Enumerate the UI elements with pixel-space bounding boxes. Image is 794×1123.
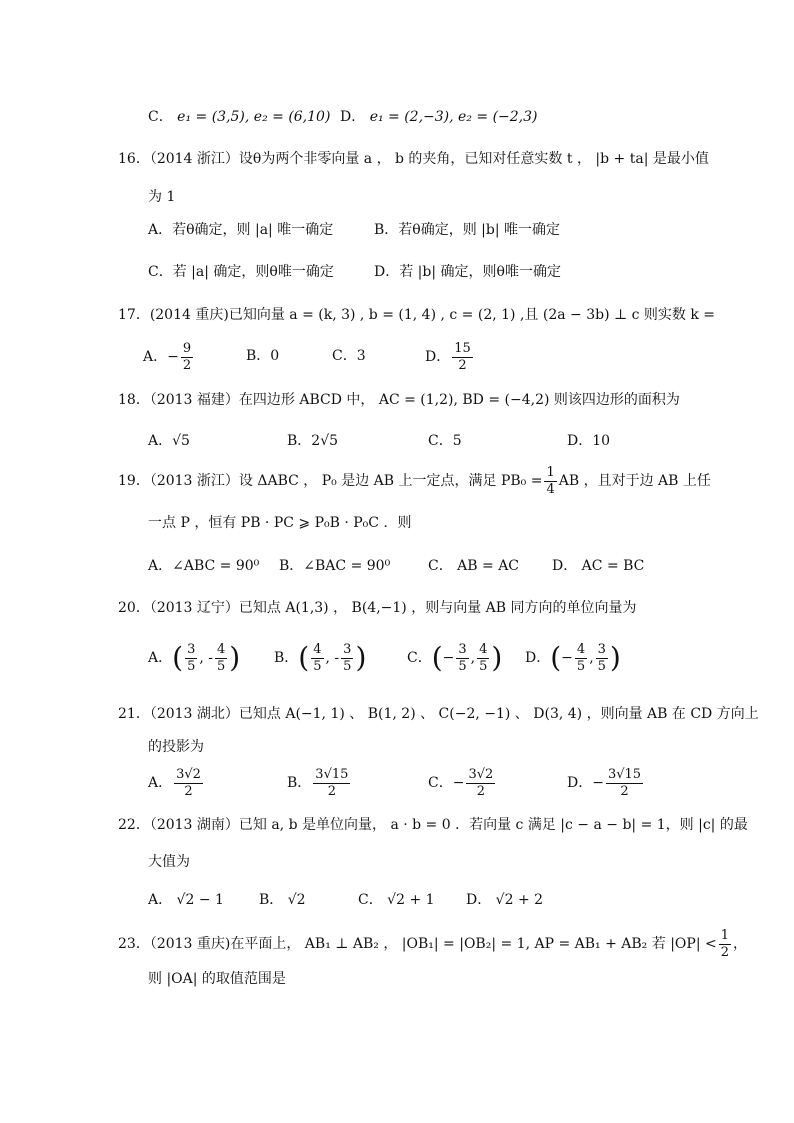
option-label: A．: [148, 775, 173, 791]
denominator: 5: [597, 658, 606, 674]
q16-stem-cont: 为 1: [148, 189, 176, 205]
q16-stem: 16．（2014 浙江）设θ为两个非零向量 a ， b 的夹角，已知对任意实数 t ， |b + ta| 是最小值: [118, 151, 709, 167]
right-paren: ): [229, 641, 241, 674]
numerator: 3: [597, 641, 606, 657]
numerator: 1: [546, 464, 555, 480]
option-label: C．: [407, 650, 432, 666]
fraction: [575, 642, 587, 675]
fraction: [174, 767, 203, 800]
denominator: 5: [216, 658, 226, 674]
q19-stem: [118, 462, 711, 500]
fraction: [719, 928, 731, 961]
numerator: 3: [343, 641, 352, 657]
right-paren: ): [355, 641, 367, 674]
denominator: 5: [458, 658, 467, 674]
q22-stem: 22．（2013 湖南）已知 a, b 是单位向量， a · b = 0 ．若向量 c 满足 |c − a − b| = 1，则 |c| 的最: [118, 817, 748, 833]
option-label: A．−: [143, 349, 179, 365]
q17-stem: 17．(2014 重庆)已知向量 a = (k, 3) , b = (1, 4) , c = (2, 1) ,且 (2a − 3b) ⊥ c 则实数 k =: [118, 307, 716, 323]
q19-option-a: A．∠ABC = 90⁰: [148, 558, 260, 574]
numerator: 3√15: [315, 766, 349, 782]
numerator: 9: [182, 340, 192, 356]
q21-option-c: [428, 764, 497, 802]
q18-option-d: D．10: [567, 433, 611, 449]
fraction: [477, 642, 489, 675]
denominator: 2: [720, 944, 729, 960]
stem-text: 19．（2013 浙江）设 ΔABC ， P₀ 是边 AB 上一定点，满足 PB₀ =: [118, 473, 543, 489]
fraction: [341, 642, 353, 675]
q19-stem-cont: 一点 P ，恒有 PB · PC ⩾ P₀B · P₀C ．则: [148, 515, 412, 531]
option-math: e₁ = (2,−3), e₂ = (−2,3): [369, 109, 538, 125]
q19-option-c: C． AB = AC: [428, 558, 520, 574]
numerator: 3: [458, 641, 467, 657]
fraction: [466, 767, 495, 800]
denominator: 2: [620, 783, 629, 799]
q15-option-c: [148, 107, 330, 127]
q21-stem: 21．（2013 湖北）已知点 A(−1, 1) 、 B(1, 2) 、 C(−2, −1) 、 D(3, 4) ，则向量 AB 在 CD 方向上: [118, 706, 759, 722]
q20-stem: 20．（2013 辽宁）已知点 A(1,3) ， B(4,−1) ，则与向量 AB 同方向的单位向量为: [118, 600, 637, 616]
q18-stem: 18．（2013 福建）在四边形 ABCD 中， AC = (1,2), BD = (−4,2) 则该四边形的面积为: [118, 392, 680, 408]
left-paren: (: [172, 641, 184, 674]
denominator: 5: [576, 658, 586, 674]
numerator: 4: [313, 641, 322, 657]
q17-option-a: [143, 338, 195, 376]
numerator: 1: [720, 927, 729, 943]
separator: ,: [470, 650, 476, 666]
fraction: [215, 642, 227, 675]
q21-option-b: [287, 764, 352, 802]
left-paren: (: [550, 641, 562, 674]
option-label: D．: [340, 109, 366, 125]
fraction: [606, 767, 643, 800]
left-paren: (: [431, 641, 443, 674]
q20-option-a: [148, 638, 240, 678]
fraction: [185, 642, 197, 675]
numerator: 3√15: [607, 766, 642, 782]
fraction: [313, 767, 350, 800]
numerator: 15: [454, 340, 471, 356]
q23-stem: [118, 925, 747, 963]
option-label: A．: [148, 650, 173, 666]
separator: ,: [589, 650, 594, 666]
q20-option-b: [274, 638, 366, 678]
option-label: D．: [425, 349, 451, 365]
fraction: [544, 465, 556, 498]
denominator: 5: [313, 658, 322, 674]
minus-sign: −: [561, 650, 573, 666]
denominator: 5: [479, 658, 488, 674]
fraction: [311, 642, 323, 675]
option-label: C．: [148, 109, 173, 125]
option-label: B．: [287, 775, 312, 791]
q21-option-a: [148, 764, 205, 802]
q21-stem-cont: 的投影为: [148, 739, 204, 755]
denominator: 5: [343, 658, 352, 674]
denominator: 4: [546, 481, 555, 497]
option-label: D．−: [567, 775, 604, 791]
fraction: [181, 341, 193, 374]
fraction: [456, 642, 468, 675]
q15-option-d: [340, 107, 537, 127]
q18-option-b: B．2√5: [287, 433, 339, 449]
q19-option-b: B．∠BAC = 90⁰: [279, 558, 391, 574]
denominator: 2: [327, 783, 336, 799]
q18-option-c: C．5: [428, 433, 462, 449]
denominator: 2: [458, 357, 467, 373]
q16-option-a: A．若θ确定，则 |a| 唯一确定: [148, 222, 334, 238]
q20-option-c: [407, 638, 502, 678]
q17-option-c: C．3: [332, 348, 366, 364]
right-paren: ): [491, 641, 503, 674]
q17-option-d: [425, 338, 475, 376]
numerator: 3: [187, 641, 196, 657]
stem-text: AB ，且对于边 AB 上任: [558, 473, 711, 489]
separator: , -: [199, 650, 213, 666]
denominator: 2: [184, 783, 193, 799]
numerator: 3√2: [176, 766, 201, 782]
q16-option-b: B．若θ确定，则 |b| 唯一确定: [374, 222, 561, 238]
option-label: B．: [274, 650, 299, 666]
numerator: 4: [216, 641, 226, 657]
denominator: 5: [187, 658, 196, 674]
q20-option-d: [525, 638, 621, 678]
numerator: 4: [479, 641, 488, 657]
fraction: [452, 341, 473, 374]
q22-option-c: C． √2 + 1: [358, 892, 435, 908]
denominator: 2: [182, 357, 192, 373]
q19-option-d: D． AC = BC: [552, 558, 645, 574]
q17-option-b: B．0: [246, 348, 280, 364]
q16-option-d: D．若 |b| 确定，则θ唯一确定: [374, 264, 561, 280]
q21-option-d: [567, 764, 645, 802]
q22-option-a: A． √2 − 1: [148, 892, 224, 908]
right-paren: ): [609, 641, 621, 674]
q22-stem-cont: 大值为: [148, 854, 190, 870]
q18-option-a: A．√5: [148, 433, 190, 449]
numerator: 3√2: [468, 766, 494, 782]
numerator: 4: [576, 641, 586, 657]
option-label: C．−: [428, 775, 465, 791]
stem-text: 23．（2013 重庆)在平面上， AB₁ ⊥ AB₂ ， |OB₁| = |OB₂| = 1, AP = AB₁ + AB₂ 若 |OP| <: [118, 936, 717, 952]
fraction: [596, 642, 608, 675]
separator: , -: [325, 650, 340, 666]
q23-stem-cont: 则 |OA| 的取值范围是: [148, 971, 286, 987]
denominator: 2: [476, 783, 485, 799]
option-math: e₁ = (3,5), e₂ = (6,10): [177, 109, 331, 125]
minus-sign: −: [442, 650, 455, 666]
left-paren: (: [298, 641, 310, 674]
q22-option-d: D． √2 + 2: [466, 892, 544, 908]
q16-option-c: C．若 |a| 确定，则θ唯一确定: [148, 264, 334, 280]
stem-text: ，: [733, 936, 747, 952]
option-label: D．: [525, 650, 551, 666]
q22-option-b: B． √2: [259, 892, 306, 908]
